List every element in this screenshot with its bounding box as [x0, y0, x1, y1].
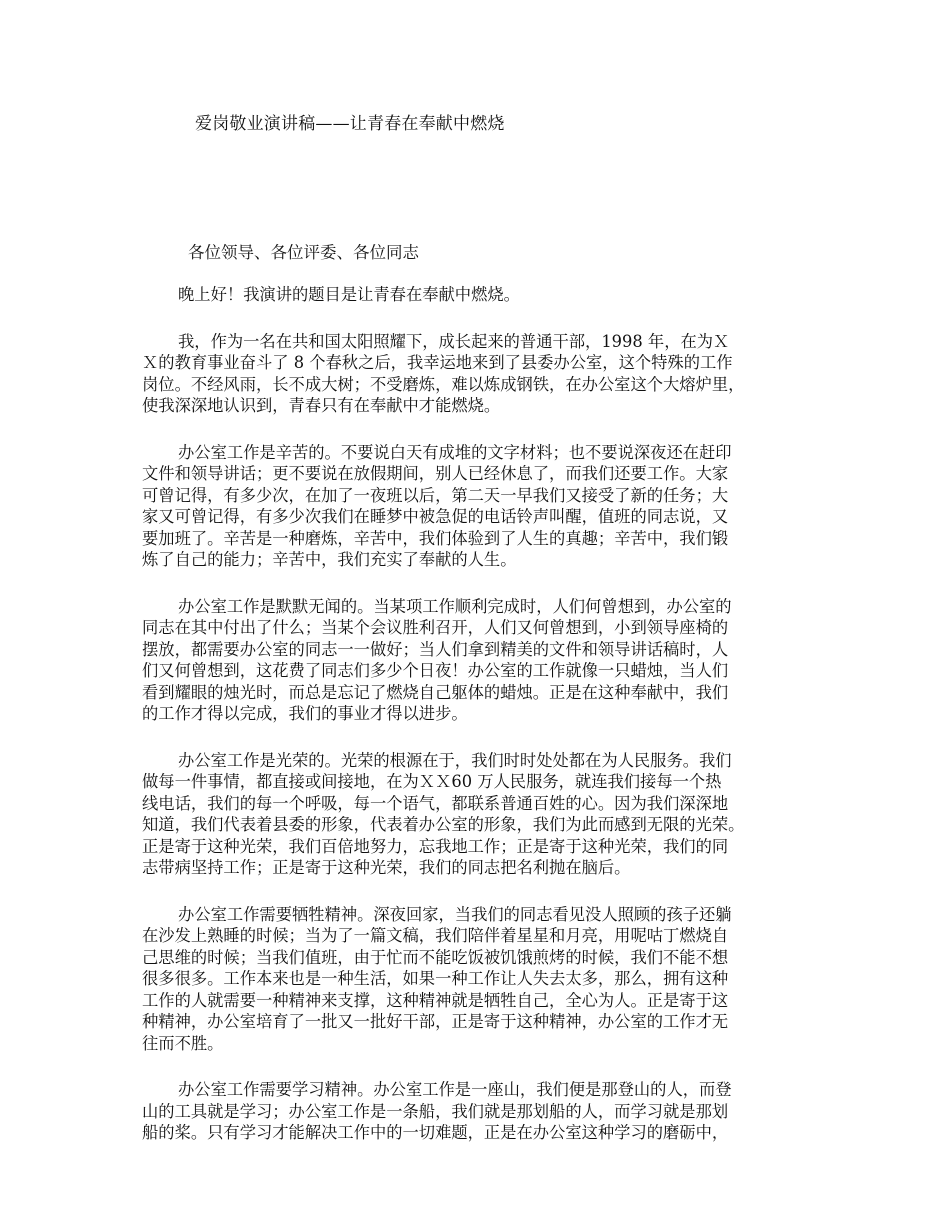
- paragraph-line: Ｘ的教育事业奋斗了 8 个春秋之后，我幸运地来到了县委办公室，这个特殊的工作: [142, 353, 733, 372]
- paragraph-line: 可曾记得，有多少次，在加了一夜班以后，第二天一早我们又接受了新的任务；大: [142, 485, 729, 505]
- paragraph-line: 我，作为一名在共和国太阳照耀下，成长起来的普通干部，1998 年，在为Ｘ: [178, 331, 730, 351]
- document-title: 爱岗敬业演讲稿——让青春在奉献中燃烧: [195, 114, 505, 134]
- paragraph: [142, 1079, 822, 1144]
- paragraph-line: 往而不胜。: [142, 1033, 224, 1053]
- salutation: 各位领导、各位评委、各位同志: [188, 243, 419, 262]
- paragraph-line: 在沙发上熟睡的时候；当为了一篇文稿，我们陪伴着星星和月亮，用呢咕丁燃烧自: [142, 926, 729, 945]
- paragraph-line: 文件和领导讲话；更不要说在放假期间，别人已经休息了，而我们还要工作。大家: [142, 464, 729, 483]
- paragraph-line: 很多很多。工作本来也是一种生活，如果一种工作让人失去太多，那么，拥有这种: [142, 969, 729, 988]
- paragraph-line: 使我深深地认识到，青春只有在奉献中才能燃烧。: [142, 396, 501, 415]
- paragraph-line: 知道，我们代表着县委的形象，代表着办公室的形象，我们为此而感到无限的光荣。: [142, 815, 745, 834]
- paragraph: [142, 331, 822, 417]
- paragraph-line: 们又何曾想到，这花费了同志们多少个日夜！办公室的工作就像一只蜡烛，当人们: [142, 661, 729, 680]
- paragraph-line: 工作的人就需要一种精神来支撑，这种精神就是牺牲自己，全心为人。正是寄于这: [142, 990, 729, 1010]
- paragraph-line: 办公室工作需要牺牲精神。深夜回家，当我们的同志看见没人照顾的孩子还躺: [178, 904, 732, 924]
- paragraph-line: 办公室工作需要学习精神。办公室工作是一座山，我们便是那登山的人，而登: [178, 1080, 732, 1099]
- paragraph-line: 同志在其中付出了什么；当某个会议胜利召开，人们又何曾想到，小到领导座椅的: [142, 618, 729, 637]
- paragraph: [142, 904, 822, 1055]
- paragraph-line: 办公室工作是光荣的。光荣的根源在于，我们时时处处都在为人民服务。我们: [178, 750, 732, 770]
- paragraph-line: 船的桨。只有学习才能解决工作中的一切难题，正是在办公室这种学习的磨砺中，: [142, 1123, 729, 1142]
- paragraph: [142, 284, 822, 306]
- paragraph-line: 要加班了。辛苦是一种磨炼，辛苦中，我们体验到了人生的真趣；辛苦中，我们锻: [142, 528, 729, 548]
- paragraph-line: 种精神，办公室培育了一批又一批好干部，正是寄于这种精神，办公室的工作才无: [142, 1012, 729, 1031]
- paragraph-line: 岗位。不经风雨，长不成大树；不受磨炼，难以炼成钢铁，在办公室这个大熔炉里，: [142, 374, 745, 394]
- paragraph-line: 办公室工作是辛苦的。不要说白天有成堆的文字材料；也不要说深夜还在赶印: [178, 442, 732, 462]
- paragraph: [142, 750, 822, 879]
- paragraph-line: 炼了自己的能力；辛苦中，我们充实了奉献的人生。: [142, 550, 517, 569]
- paragraph-line: 正是寄于这种光荣，我们百倍地努力，忘我地工作；正是寄于这种光荣，我们的同: [142, 836, 729, 856]
- paragraph-line: 山的工具就是学习；办公室工作是一条船，我们就是那划船的人，而学习就是那划: [142, 1101, 729, 1121]
- paragraph: [142, 442, 822, 571]
- paragraph-line: 办公室工作是默默无闻的。当某项工作顺利完成时，人们何曾想到，办公室的: [178, 596, 732, 616]
- paragraph-line: 做每一件事情，都直接或间接地，在为ＸＸ60 万人民服务，就连我们接每一个热: [142, 772, 722, 791]
- paragraph-line: 线电话，我们的每一个呼吸，每一个语气，都联系普通百姓的心。因为我们深深地: [142, 793, 729, 813]
- paragraph-line: 摆放，都需要办公室的同志一一做好；当人们拿到精美的文件和领导讲话稿时，人: [142, 639, 729, 659]
- paragraph-line: 家又可曾记得，有多少次我们在睡梦中被急促的电话铃声叫醒，值班的同志说，又: [142, 507, 729, 526]
- document-body: [142, 284, 822, 1169]
- paragraph-line: 己思维的时候；当我们值班，由于忙而不能吃饭被饥饿煎烤的时候，我们不能不想: [142, 947, 729, 967]
- paragraph: [142, 596, 822, 725]
- paragraph-line: 看到耀眼的烛光时，而总是忘记了燃烧自己躯体的蜡烛。正是在这种奉献中，我们: [142, 682, 729, 702]
- paragraph-line: 志带病坚持工作；正是寄于这种光荣，我们的同志把名利抛在脑后。: [142, 858, 631, 877]
- paragraph-line: 晚上好！我演讲的题目是让青春在奉献中燃烧。: [178, 285, 520, 304]
- paragraph-line: 的工作才得以完成，我们的事业才得以进步。: [142, 704, 468, 723]
